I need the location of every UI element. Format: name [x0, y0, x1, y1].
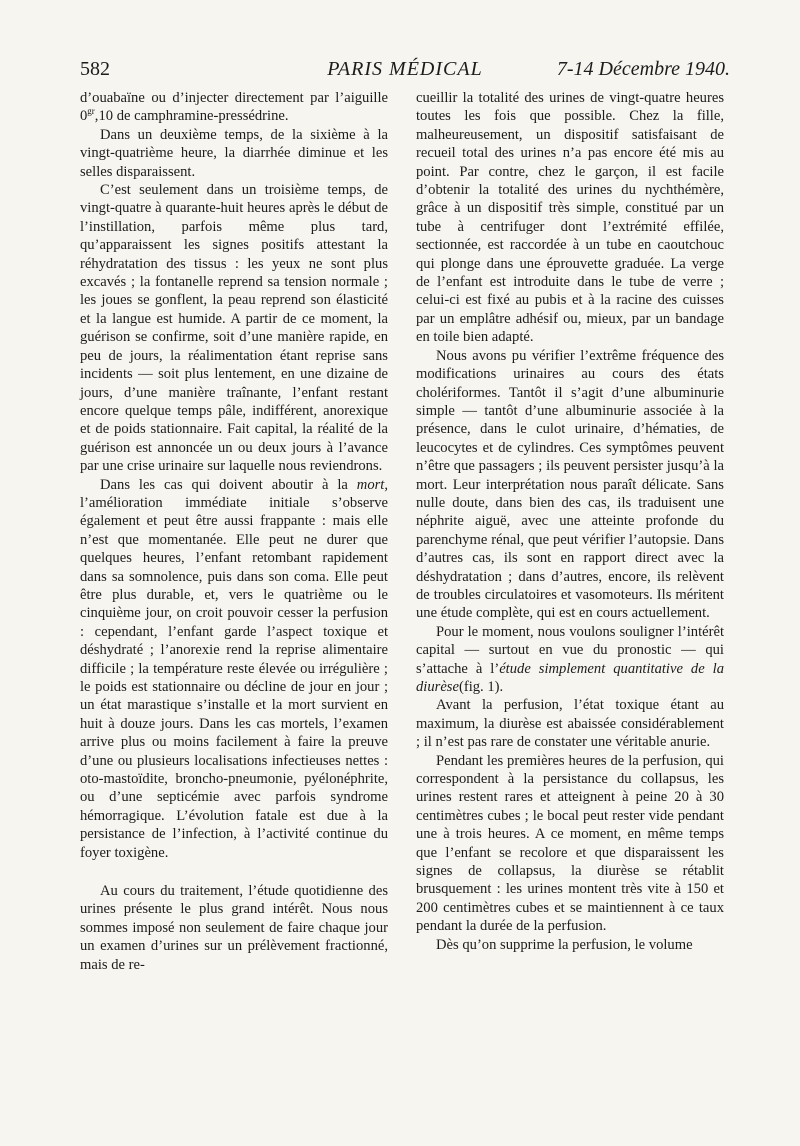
emphasis: mort,	[356, 476, 388, 493]
journal-title: PARIS MÉDICAL	[327, 58, 483, 80]
paragraph: Pendant les premières heures de la perfusion, qui correspondent à la persistance du collapsus, les urines restent rares et atteignent à peine 20 à 30 centimètres cubes ; le bocal peut rester vide pendant une à trois heures. A ce moment, en même temps que l’enfant se recolore et que disparaissent les signes de collapsus, la diurèse se rétablit brusquement : les urines montent très vite à 150 et 200 centimètres cubes et se maintiennent à ce taux pendant la durée de la perfusion.	[416, 752, 724, 935]
paragraph: Nous avons pu vérifier l’extrême fréquence des modifications urinaires au cours des états cholériformes. Tantôt il s’agit d’une albuminurie simple — tantôt d’une albuminurie associée à la présence, dans le culot urinaire, d’hématies, de leucocytes et de cylindres. Ces symptômes peuvent n’être que passagers ; ils peuvent persister jusqu’à la mort. Leur interprétation nous paraît délicate. Sans nulle doute, dans bien des cas, ils traduisent une néphrite aiguë, avec une atteinte profonde du parenchyme rénal, que peut vérifier l’autopsie. Dans d’autres cas, ils sont en rapport direct avec la déshydratation ; dans d’autres, encore, ils relèvent de troubles circulatoires et vasomoteurs. Ils méritent une étude complète, qui est en cours actuellement.	[416, 347, 724, 622]
paragraph: Dès qu’on supprime la perfusion, le volume	[436, 936, 693, 953]
paragraph-text: Dans les cas qui doivent aboutir à la	[100, 476, 357, 493]
page-number: 582	[80, 58, 110, 80]
paragraph-text: ,10 de camphramine-pressédrine.	[94, 108, 289, 125]
paragraph: Avant la perfusion, l’état toxique étant au maximum, la diurèse est abaissée considérablement ; il n’est pas rare de constater une véritable anurie.	[416, 697, 724, 751]
paragraph-text: l’amélioration immédiate initiale s’observe également et peut être aussi frappante : mais elle n’est que momentanée. Elle peut ne durer que quelques heures, l’enfant retombant rapidement dans sa somnolence, puis dans son coma. Elle peut être plus durable, et, vers le quatrième ou le cinquième jour, on croit pouvoir cesser la perfusion : cependant, l’enfant garde l’aspect toxique et déshydraté ; l’anorexie rend la reprise alimentaire difficile ; la température reste élevée ou irrégulière ; le poids est stationnaire ou décline de jour en jour ; un état marastique s’installe et la mort survient en huit à douze jours. Dans les cas mortels, l’examen arrive plus ou moins facilement à faire la preuve d’une ou plusieurs localisations infectieuses nettes : oto-mastoïdite, broncho-pneumonie, pyélonéphrite, ou d’une septicémie avec parfois syndrome hémorragique. L’évolution fatale est due à la persistance de l’infection, à l’activité continue du foyer toxigène.	[80, 494, 388, 861]
issue-date: 7-14 Décembre 1940.	[556, 58, 730, 80]
paragraph: Dans un deuxième temps, de la sixième à la vingt-quatrième heure, la diarrhée diminue et les selles disparaissent.	[80, 126, 388, 180]
paragraph: C’est seulement dans un troisième temps, de vingt-quatre à quarante-huit heures après le début de l’instillation, parfois même plus tard, qu’apparaissent les signes positifs attestant la réhydratation des tissus : les yeux ne sont plus excavés ; la fontanelle reprend sa tension normale ; les joues se gonflent, la peau reprend son élasticité et la langue est humide. A partir de ce moment, la guérison se confirme, soit d’une manière rapide, en peu de jours, la réalimentation étant reprise sans incidents — soit plus lentement, en une dizaine de jours, d’une manière traînante, l’enfant restant encore quelque temps pâle, indifférent, anorexique et de poids stationnaire. Fait capital, la réalité de la guérison est annoncée un ou deux jours à l’avance par une crise urinaire sur laquelle nous reviendrons.	[80, 182, 388, 475]
paragraph-text: (fig. 1).	[458, 679, 504, 695]
unit-superscript: gr	[87, 106, 95, 117]
right-column	[416, 89, 724, 954]
paragraph-text: Pour le moment, nous voulons souligner l’intérêt capital — surtout en vue du pronostic — qui s’attache à l’	[416, 623, 724, 677]
paragraph	[80, 89, 388, 126]
paragraph-text: d’ouabaïne ou d’injecter directement par l’aiguille 0	[80, 90, 388, 125]
paragraph	[80, 476, 388, 863]
emphasis: étude simplement quantitative de la diurèse	[416, 660, 724, 695]
left-column	[80, 89, 388, 974]
paragraph: Au cours du traitement, l’étude quotidienne des urines présente le plus grand intérêt. Nous nous sommes imposé non seulement de faire chaque jour un examen d’urines sur un prélèvement fractionné, mais de re-	[80, 883, 388, 973]
paragraph	[416, 623, 724, 697]
paragraph: cueillir la totalité des urines de vingt-quatre heures toutes les fois que possible. Chez la fille, malheureusement, un dispositif satisfaisant de recueil total des urines n’a pas encore été mis au point. Par contre, chez le garçon, il est facile d’obtenir la totalité des urines du nychthémère, grâce à un dispositif très simple, constitué par un tube à centrifuger dont l’extrémité effilée, sectionnée, est raccordée à un tube en caoutchouc qui plonge dans une éprouvette graduée. La verge de l’enfant est introduite dans le tube de verre ; celui-ci est fixé au pubis et à la racine des cuisses par un emplâtre adhésif ou, mieux, par un bandage en toile bien adapté.	[416, 90, 724, 346]
running-header	[80, 58, 730, 88]
